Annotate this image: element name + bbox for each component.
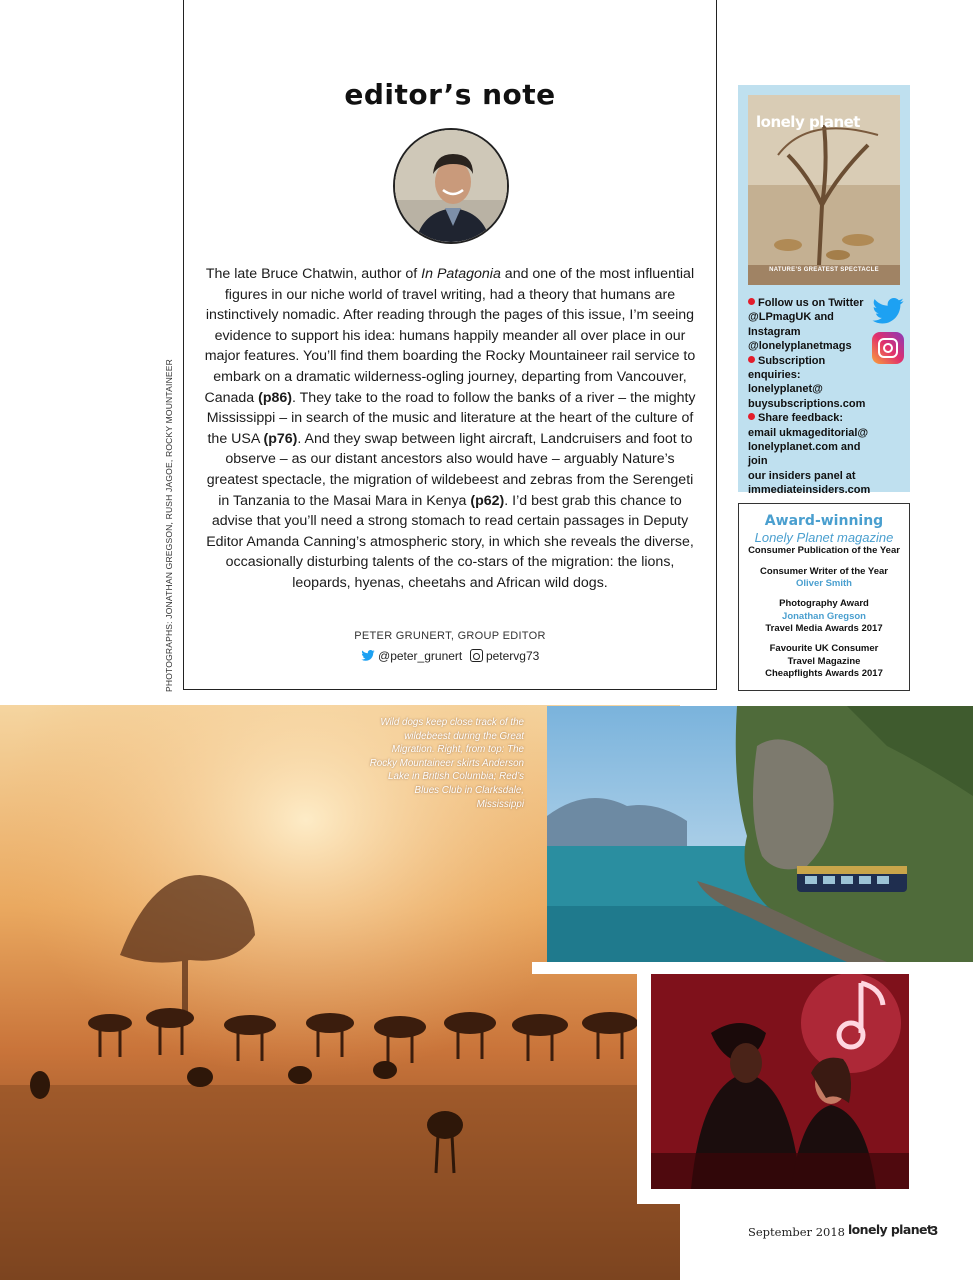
award-title: Award-winning [764,513,884,529]
editors-note-body [200,264,700,594]
photo-gutter [909,974,973,1204]
contact-list [748,296,873,498]
body-text-segment: The late Bruce Chatwin, author of [205,266,422,282]
award-line: Travel Media Awards 2017 [765,622,883,634]
award-line: Favourite UK Consumer [769,643,879,654]
rocky-mountaineer-photo [547,706,973,962]
editor-instagram-handle[interactable]: petervg73 [485,648,540,663]
body-text-segment: . And they swap between light aircraft, Landcruisers and foot to observe – as our distant ancestors also would have – arguably Nature’s greatest spectacle, the migration of wildebeest and zebras from the Serengeti in Tanzania to the Masai Mara in Kenya [206,430,694,509]
bullet-icon [748,356,755,363]
award-list [739,545,909,681]
contact-sidebar [738,85,910,497]
contact-line[interactable]: @lonelyplanetmags [748,340,852,353]
page-reference: (p86) [258,389,293,406]
editor-portrait [393,128,509,244]
twitter-icon [361,650,375,661]
photo-credit-text: PHOTOGRAPHS: JONATHAN GREGSON, RUSH JAGOE, ROCKY MOUNTAINEER [164,359,174,692]
photo-gutter [637,974,651,1204]
award-subtitle: Lonely Planet magazine [754,530,894,545]
instagram-icon [470,649,483,662]
issue-date: September 2018 [748,1225,845,1239]
body-text-segment: . They take to the road to follow the banks of a river – the mighty Mississippi – in search of the music and literature at the heart of the culture of the USA [206,389,696,447]
contact-line[interactable]: email ukmageditorial@ [748,426,869,439]
spacer [739,590,909,598]
editor-social-handles [184,648,716,663]
body-text-segment: . I’d best grab this chance to advise that you’ll need a strong stomach to read certain passages in Deputy Editor Amanda Canning’s atmospheric story, in which she reveals the diverse, occasionally disturbing talents of the co-stars of the migration: the lions, leopards, hyenas, cheetahs and African wild dogs. [206,492,694,591]
page-reference: (p62) [470,492,505,509]
page-title: editor’s note [344,78,556,111]
magazine-cover-thumbnail[interactable] [748,95,900,285]
photo-gutter [680,1204,973,1280]
editor-twitter-handle[interactable]: @peter_grunert [378,648,463,663]
editor-signoff: PETER GRUNERT, GROUP EDITOR [354,630,546,642]
contact-item [748,354,873,412]
award-line: Consumer Writer of the Year [760,565,888,577]
editors-note-panel [183,0,717,690]
contact-item [748,411,873,497]
cover-logo: lonely planet [756,113,860,131]
award-line: Cheapflights Awards 2017 [765,668,883,679]
spacer [739,558,909,566]
spacer [739,635,909,643]
blues-club-photo [651,973,909,1189]
award-winner-name: Oliver Smith [796,578,852,589]
contact-line: enquiries: [748,369,801,382]
contact-line: Subscription [758,354,826,367]
award-line: Consumer Publication of the Year [748,545,900,556]
footer-logo: lonely planet [848,1222,933,1237]
contact-line: our insiders panel at [748,469,856,482]
body-text-segment: In Patagonia [421,266,501,282]
award-winner-name: Jonathan Gregson [782,610,866,622]
contact-line: Instagram [748,325,801,338]
contact-line[interactable]: lonelyplanet.com and join [748,441,861,468]
contact-item [748,296,873,354]
award-line: Travel Magazine [787,655,861,667]
contact-line: Share feedback: [758,412,843,425]
contact-line[interactable]: lonelyplanet@ [748,383,823,396]
contact-line[interactable]: immediateinsiders.com [748,484,871,497]
page-number: 3 [930,1224,939,1238]
contact-line[interactable]: buysubscriptions.com [748,397,866,410]
bullet-icon [748,298,755,305]
award-line: Photography Award [779,598,869,609]
photo-gutter [532,962,973,974]
photo-caption: Wild dogs keep close track of the wildebeest during the Great Migration. Right, from top: The Rocky Mountaineer skirts Anderson Lake in British Columbia; Red’s Blues Club in Clarksdale, Mississippi [369,717,524,810]
awards-panel [738,503,910,691]
page-reference: (p76) [263,430,298,447]
instagram-icon[interactable] [872,332,904,364]
cover-caption: NATURE’S GREATEST SPECTACLE [769,267,879,273]
contact-line: Follow us on Twitter [758,297,864,309]
contact-line[interactable]: @LPmagUK and [748,311,834,324]
twitter-icon[interactable] [872,298,904,324]
bullet-icon [748,413,755,420]
body-text-segment: and one of the most influential figures in our niche world of travel writing, had a theory that humans are instinctively nomadic. After reading through the pages of this issue, I’m seeing evidence to support his idea: humans happily meander all over place in our major features. You’ll find them boarding the Rocky Mountaineer rail service to embark on a dramatic wilderness-ogling journey, departing from Vancouver, Canada [204,266,696,406]
